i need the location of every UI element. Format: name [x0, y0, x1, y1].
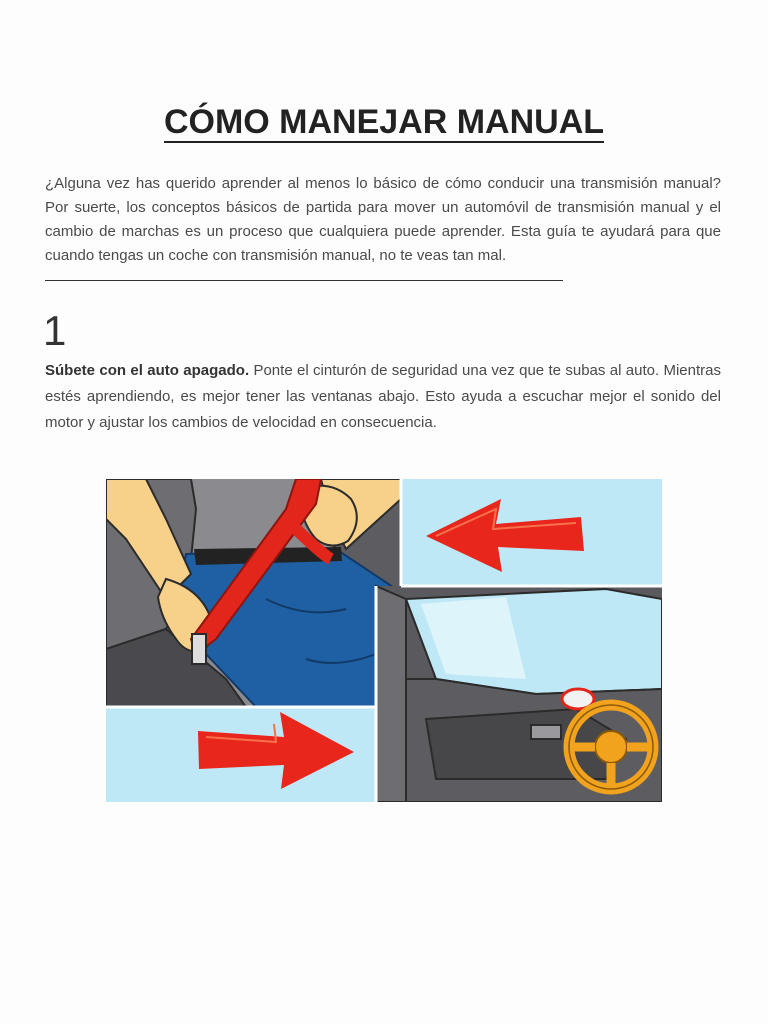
step-number: 1 [43, 307, 67, 354]
window-arrow-right-panel [106, 707, 376, 802]
seatbelt-panel [106, 479, 401, 707]
step-heading: Súbete con el auto apagado. [45, 362, 250, 379]
page-title [0, 102, 768, 142]
intro-paragraph: ¿Alguna vez has querido aprender al menos lo básico de cómo conducir una transmisión manual? Por suerte, los conceptos básicos de partida para mover un automóvil de transmisión manual y el cambio de marchas es un proceso que cualquiera puede aprender. Esta guía te ayudará para que cuando tengas un coche con transmisión manual, no te veas tan mal. [45, 175, 721, 264]
page-title-text: CÓMO MANEJAR MANUAL [163, 103, 605, 141]
window-arrow-left-panel [401, 479, 662, 586]
separator-line [45, 280, 563, 281]
seatbelt-illustration [106, 479, 662, 802]
car-interior-panel [376, 586, 662, 802]
step-description [45, 358, 721, 436]
step-body: Ponte el cinturón de seguridad una vez que te subas al auto. Mientras estés aprendiendo, es mejor tener las ventanas abajo. Esto ayuda a escuchar mejor el sonido del motor y ajustar los cambios de velocidad en consecuencia. [45, 362, 721, 431]
